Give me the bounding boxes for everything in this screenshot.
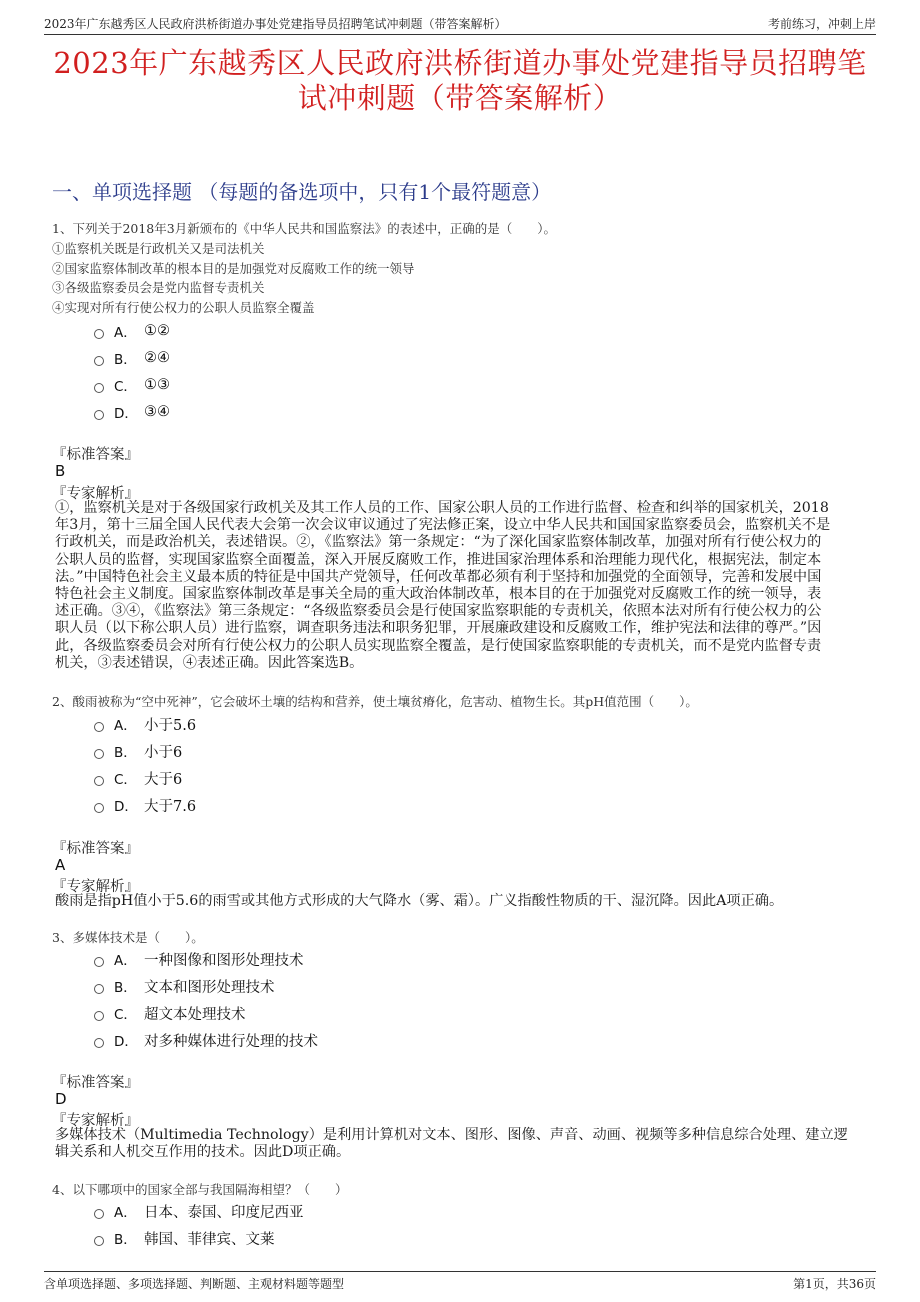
radio-icon[interactable]: [94, 1236, 104, 1246]
question-2-option-c[interactable]: C． 大于6: [94, 768, 182, 788]
question-2-option-d[interactable]: D． 大于7.6: [94, 795, 196, 815]
question-4: [52, 1180, 870, 1200]
question-3-stem: 3、多媒体技术是（ ）。: [52, 930, 204, 945]
question-3-option-d[interactable]: D． 对多种媒体进行处理的技术: [94, 1030, 318, 1050]
radio-icon[interactable]: [94, 329, 104, 339]
question-4-option-a[interactable]: A． 日本、泰国、印度尼西亚: [94, 1201, 304, 1221]
header-slogan: 考前练习，冲刺上岸: [767, 17, 876, 31]
question-4-stem: 4、以下哪项中的国家全部与我国隔海相望？（ ）: [52, 1182, 348, 1197]
question-3-explanation: 多媒体技术（Multimedia Technology）是利用计算机对文本、图形、图像、声音、动画、视频等多种信息综合处理、建立逻 辑关系和人机交互作用的技术。因此D项正确。: [55, 1127, 848, 1161]
header-doc-title: 2023年广东越秀区人民政府洪桥街道办事处党建指导员招聘笔试冲刺题（带答案解析）: [44, 17, 507, 31]
radio-icon[interactable]: [94, 984, 104, 994]
section-title: 一、单项选择题 （每题的备选项中，只有1个最符题意）: [52, 180, 552, 204]
question-2-expert-label: 『专家解析』: [52, 879, 139, 895]
question-1-option-d[interactable]: D． ③④: [94, 402, 170, 422]
radio-icon[interactable]: [94, 803, 104, 813]
radio-icon[interactable]: [94, 776, 104, 786]
document-title-line2: 试冲刺题（带答案解析）: [297, 81, 623, 115]
question-1-statement-3: ③各级监察委员会是党内监督专责机关: [52, 280, 265, 296]
question-1-statement-2: ②国家监察体制改革的根本目的是加强党对反腐败工作的统一领导: [52, 260, 415, 276]
question-2-answer: A: [55, 856, 66, 874]
question-1-stem: 1、下列关于2018年3月新颁布的《中华人民共和国监察法》的表述中，正确的是（ ）。: [52, 221, 556, 236]
radio-icon[interactable]: [94, 1209, 104, 1219]
page-footer: [44, 1271, 876, 1294]
page-header: [44, 12, 876, 35]
question-2-answer-label: 『标准答案』: [52, 841, 139, 857]
question-1-answer: B: [55, 462, 66, 480]
question-1-explanation: ①，监察机关是对于各级国家行政机关及其工作人员的工作、国家公职人员的工作进行监督、检查和纠举的国家机关，2018 年3月，第十三届全国人民代表大会第一次会议审议通过了宪法修正案，设立中华人民共和国国家监察委员会，监察机关不是 行政机关，而是政治机关，表述错误。②，《监察法》第一条规定：“为了深化国家监察体制改革，加强对所有行使公权力的 公职人员的监督，实现国家监察全面覆盖，深入开展反腐败工作，推进国家治理体系和治理能力现代化，根据宪法，制定本 法。”中国特色社会主义最本质的特征是中国共产党领导，任何改革都必须有利于坚持和加强党的全面领导，完善和发展中国 特色社会主义制度。国家监察体制改革是事关全局的重大政治体制改革，根本目的在于加强党对反腐败工作的统一领导，表 述正确。③④，《监察法》第三条规定：“各级监察委员会是行使国家监察职能的专责机关，依照本法对所有行使公权力的公 职人员（以下称公职人员）进行监察，调查职务违法和职务犯罪，开展廉政建设和反腐败工作，维护宪法和法律的尊严。”因 此，各级监察委员会对所有行使公权力的公职人员实现监察全覆盖，是行使国家监察职能的专责机关，而不是党内监督专责 机关，③表述错误，④表述正确。因此答案选B。: [55, 500, 831, 671]
question-3-answer: D: [55, 1090, 67, 1108]
question-2: [52, 692, 870, 712]
question-3-option-a[interactable]: A． 一种图像和图形处理技术: [94, 949, 304, 969]
question-1-expert-label: 『专家解析』: [52, 486, 139, 502]
radio-icon[interactable]: [94, 1038, 104, 1048]
question-1-answer-label: 『标准答案』: [52, 447, 139, 463]
question-3-expert-label: 『专家解析』: [52, 1113, 139, 1129]
question-2-stem: 2、酸雨被称为“空中死神”，它会破坏土壤的结构和营养，使土壤贫瘠化，危害动、植物生长。其pH值范围（ ）。: [52, 694, 698, 709]
radio-icon[interactable]: [94, 749, 104, 759]
question-1-statement-1: ①监察机关既是行政机关又是司法机关: [52, 241, 265, 256]
question-2-option-a[interactable]: A． 小于5.6: [94, 714, 196, 734]
document-title: [40, 46, 880, 116]
radio-icon[interactable]: [94, 383, 104, 393]
question-3-answer-label: 『标准答案』: [52, 1075, 139, 1091]
footer-page-number: 第1页，共36页: [793, 1276, 876, 1291]
radio-icon[interactable]: [94, 1011, 104, 1021]
question-1-option-a[interactable]: A． ①②: [94, 321, 170, 341]
question-2-explanation: 酸雨是指pH值小于5.6的雨雪或其他方式形成的大气降水（雾、霜）。广义指酸性物质的干、湿沉降。因此A项正确。: [55, 893, 784, 909]
question-1-option-c[interactable]: C． ①③: [94, 375, 170, 395]
question-2-option-b[interactable]: B． 小于6: [94, 741, 182, 761]
radio-icon[interactable]: [94, 356, 104, 366]
footer-question-types: 含单项选择题、多项选择题、判断题、主观材料题等题型: [44, 1276, 345, 1291]
question-3-option-b[interactable]: B． 文本和图形处理技术: [94, 976, 275, 996]
question-1-statement-4: ④实现对所有行使公权力的公职人员监察全覆盖: [52, 299, 315, 315]
question-1: [52, 219, 870, 317]
radio-icon[interactable]: [94, 410, 104, 420]
radio-icon[interactable]: [94, 957, 104, 967]
question-4-option-b[interactable]: B． 韩国、菲律宾、文莱: [94, 1228, 275, 1248]
document-title-line1: 2023年广东越秀区人民政府洪桥街道办事处党建指导员招聘笔: [53, 46, 867, 80]
radio-icon[interactable]: [94, 722, 104, 732]
question-3: [52, 928, 870, 948]
question-1-option-b[interactable]: B． ②④: [94, 348, 170, 368]
question-3-option-c[interactable]: C． 超文本处理技术: [94, 1003, 246, 1023]
